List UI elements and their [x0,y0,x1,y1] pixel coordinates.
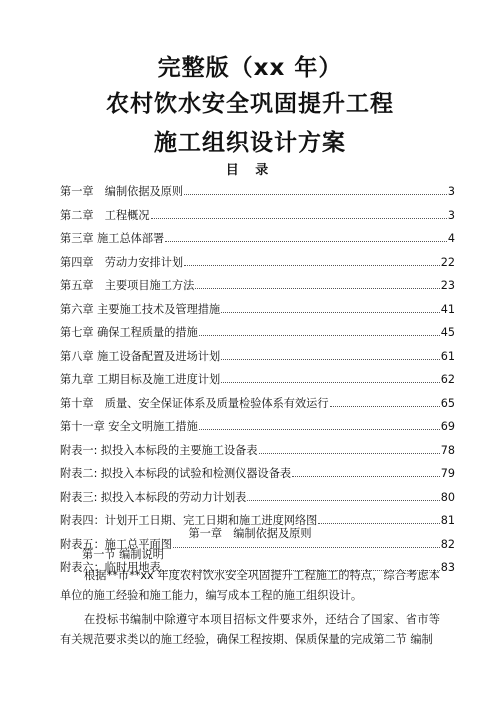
toc-leader-dots [259,439,440,454]
toc-leader-dots [221,368,440,383]
toc-leader-dots [199,321,440,336]
toc-entry-label: 第十一章 安全文明施工措施 [60,420,198,433]
toc-entry-page: 65 [440,396,455,410]
toc-heading: 目 录 [225,163,275,178]
toc-leader-dots [184,251,440,266]
toc-entry-label: 第二章 工程概况 [60,208,150,222]
toc-entry[interactable] [60,486,455,510]
toc-entry-page: 3 [447,208,455,222]
toc-leader-dots [221,345,440,360]
toc-entry-page: 61 [440,349,455,363]
toc-entry-page: 83 [440,561,455,574]
toc-entry-label: 第九章 工期目标及施工进度计划 [60,373,221,386]
toc-entry-page: 78 [440,443,455,457]
toc-entry-page: 80 [440,490,455,504]
toc-entry-label: 第十章 质量、安全保证体系及质量检验体系有效运行 [60,396,329,410]
document-title-line-3: 施工组织设计方案 [154,130,346,156]
toc-leader-dots [151,204,447,219]
toc-entry[interactable] [60,251,455,275]
toc-entry[interactable] [60,180,455,204]
toc-entry[interactable] [60,345,455,369]
toc-entry-page: 82 [440,537,455,551]
toc-entry-label: 第三章 施工总体部署 [60,232,165,245]
toc-entry-label: 附表二: 拟投入本标段的试验和检测仪器设备表 [60,467,292,480]
toc-entry[interactable] [60,204,455,228]
toc-entry-label: 附表一: 拟投入本标段的主要施工设备表 [60,443,258,457]
toc-entry[interactable] [60,227,455,251]
toc-leader-dots [292,462,440,477]
toc-entry[interactable] [60,368,455,392]
toc-entry[interactable] [60,274,455,298]
toc-leader-dots [318,509,439,524]
toc-entry[interactable] [60,298,455,322]
toc-entry-label: 附表五：施工总平面图 [60,537,172,551]
toc-entry-page: 4 [447,232,455,245]
toc-entry-label: 第五章 主要项目施工方法 [60,279,195,292]
toc-entry-label: 附表六：临时用地表 [60,561,161,574]
toc-entry-page: 45 [440,326,455,339]
body-paragraph-1: 根据**市**xx 年度农村饮水安全巩固提升工程施工的特点，综合考虑本单位的施工经验和施工能力，编写成本工程的施工组织设计。 [60,569,440,602]
section-heading: 第一节 编制说明 [82,548,164,561]
toc-leader-dots [165,227,447,242]
toc-entry-label: 第七章 确保工程质量的措施 [60,326,198,339]
toc-leader-dots [330,392,440,407]
toc-leader-dots [199,415,440,430]
toc-leader-dots [247,486,439,501]
toc-entry-page: 62 [440,373,455,386]
toc-entry[interactable] [60,415,455,439]
toc-entry-page: 23 [440,279,455,292]
toc-entry-label: 附表四：计划开工日期、完工日期和施工进度网络图 [60,514,318,527]
body-paragraph-2: 在投标书编制中除遵守本项目招标文件要求外，还结合了国家、省市等有关规范要求类以的施工经验，确保工程按期、保质保量的完成第二节 编制 [60,613,440,646]
toc-entry-label: 第一章 编制依据及原则 [60,185,184,198]
toc-entry-label: 附表三: 拟投入本标段的劳动力计划表 [60,490,247,504]
toc-leader-dots [195,274,439,289]
toc-entry[interactable] [60,462,455,486]
toc-entry-page: 81 [440,514,455,527]
toc-entry-page: 41 [440,302,455,316]
toc-leader-dots [221,298,440,313]
toc-entry[interactable] [60,392,455,416]
toc-entry-page: 22 [440,255,455,269]
toc-entry-page: 79 [440,467,455,480]
toc-entry-page: 69 [440,420,455,433]
toc-entry-label: 第八章 施工设备配置及进场计划 [60,349,221,363]
toc-leader-dots [184,180,447,195]
chapter-heading: 第一章 编制依据及原则 [188,527,312,540]
toc-entry-label: 第六章 主要施工技术及管理措施 [60,302,221,316]
table-of-contents [60,180,455,580]
document-title-line-1: 完整版（xx 年） [157,55,343,81]
toc-entry[interactable] [60,321,455,345]
document-title-line-2: 农村饮水安全巩固提升工程 [106,91,394,117]
toc-entry-page: 3 [447,185,455,198]
toc-entry[interactable] [60,439,455,463]
toc-entry-label: 第四章 劳动力安排计划 [60,255,184,269]
